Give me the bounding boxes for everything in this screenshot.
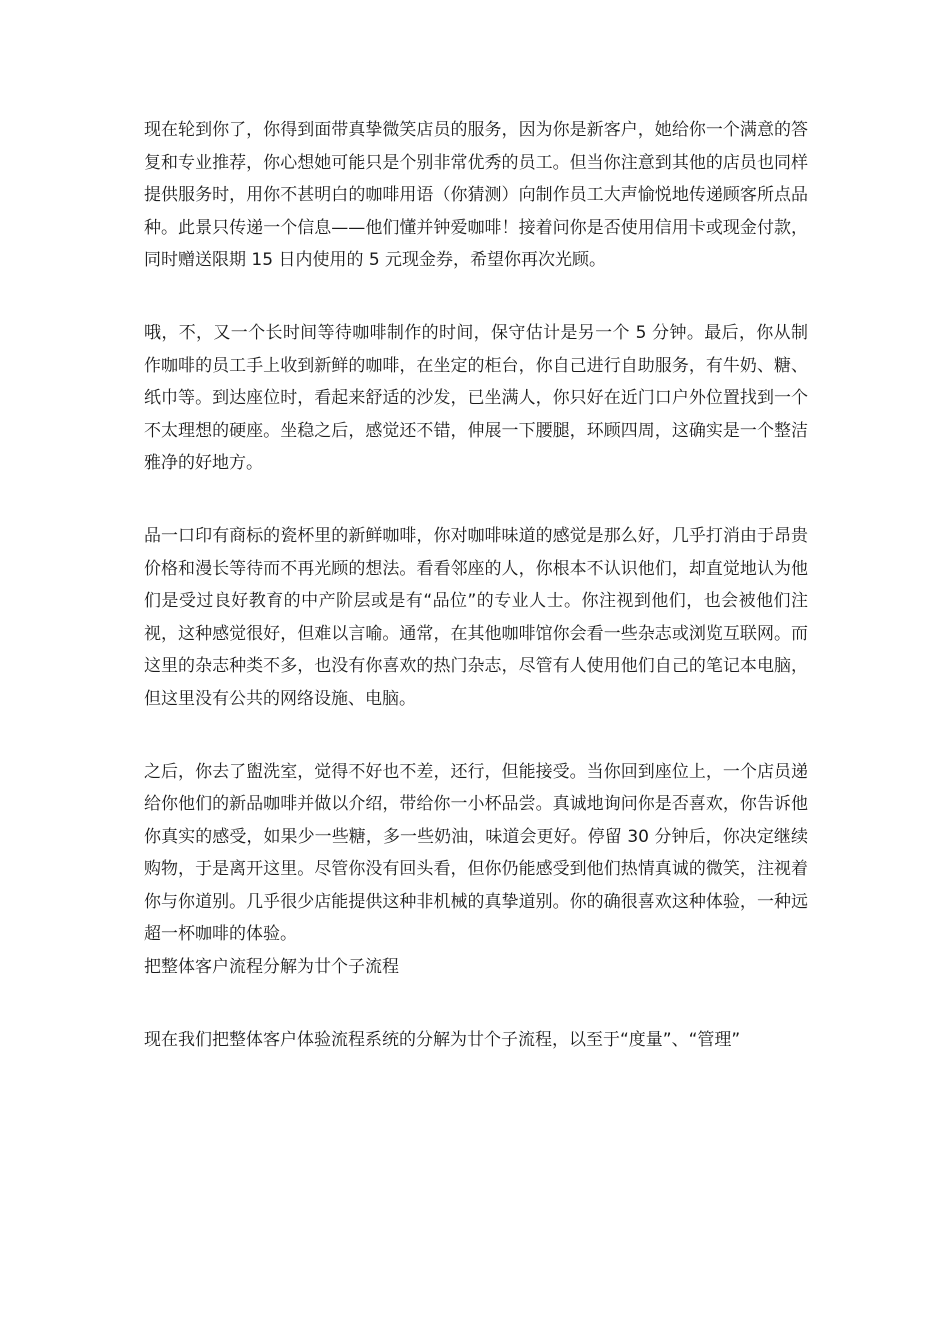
paragraph-gap [144, 480, 808, 520]
paragraph-gap [144, 277, 808, 317]
paragraph-waiting: 哦，不，又一个长时间等待咖啡制作的时间，保守估计是另一个 5 分钟。最后，你从制作咖啡的员工手上收到新鲜的咖啡，在坐定的柜台，你自己进行自助服务，有牛奶、糖、纸巾等。到达座位时，看起来舒适的沙发，已坐满人，你只好在近门口户外位置找到一个不太理想的硬座。坐稳之后，感觉还不错，伸展一下腰腿，环顾四周，这确实是一个整洁雅净的好地方。 [144, 322, 808, 474]
section-heading: 把整体客户流程分解为廿个子流程 [144, 957, 399, 978]
paragraph-tasting: 品一口印有商标的瓷杯里的新鲜咖啡，你对咖啡味道的感觉是那么好，几乎打消由于昂贵价格和漫长等待而不再光顾的想法。看看邻座的人，你根本不认识他们，却直觉地认为他们是受过良好教育的中产阶层或是有“品位”的专业人士。你注视到他们，也会被他们注视，这种感觉很好，但难以言喻。通常，在其他咖啡馆你会看一些杂志或浏览互联网。而这里的杂志种类不多，也没有你喜欢的热门杂志，尽管有人使用他们自己的笔记本电脑，但这里没有公共的网络设施、电脑。 [144, 525, 808, 709]
paragraph-gap [144, 984, 808, 1024]
document-body [144, 114, 808, 1056]
paragraph-subprocess: 现在我们把整体客户体验流程系统的分解为廿个子流程，以至于“度量”、“管理” [144, 1029, 741, 1050]
paragraph-ordering: 现在轮到你了，你得到面带真挚微笑店员的服务，因为你是新客户，她给你一个满意的答复和专业推荐，你心想她可能只是个别非常优秀的员工。但当你注意到其他的店员也同样提供服务时，用你不甚明白的咖啡用语（你猜测）向制作员工大声愉悦地传递顾客所点品种。此景只传递一个信息——他们懂并钟爱咖啡！接着问你是否使用信用卡或现金付款，同时赠送限期 15 日内使用的 5 元现金券，希望你再次光顾。 [144, 120, 808, 271]
paragraph-leaving: 之后，你去了盥洗室，觉得不好也不差，还行，但能接受。当你回到座位上，一个店员递给你他们的新品咖啡并做以介绍，带给你一小杯品尝。真诚地询问你是否喜欢，你告诉他你真实的感受，如果少一些糖，多一些奶油，味道会更好。停留 30 分钟后，你决定继续购物，于是离开这里。尽管你没有回头看，但你仍能感受到他们热情真诚的微笑，注视着你与你道别。几乎很少店能提供这种非机械的真挚道别。你的确很喜欢这种体验，一种远超一杯咖啡的体验。 [144, 761, 808, 945]
paragraph-gap [144, 716, 808, 756]
